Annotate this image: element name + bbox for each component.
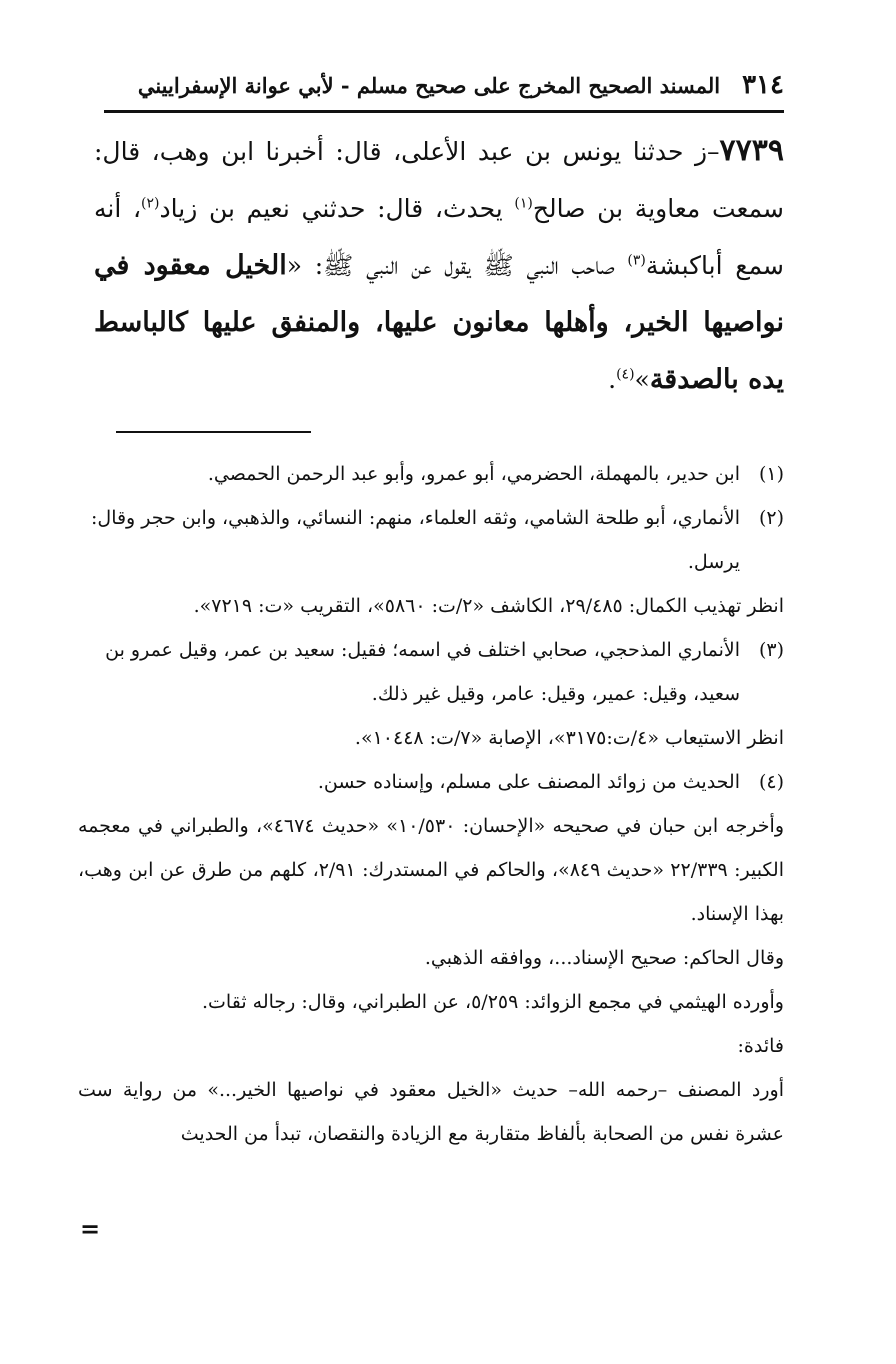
footnote-text: الأنماري المذحجي، صحابي اختلف في اسمه؛ فقيل: سعيد بن عمر، وقيل عمرو بن سعيد، وقيل: عمير، وقيل: عامر، وقيل غير ذلك. — [105, 639, 740, 705]
page-number: ٣١٤ — [742, 70, 784, 100]
hadith-isnad-part: يحدث، قال: حدثني نعيم بن زياد — [159, 194, 515, 223]
footnote-3 — [78, 628, 784, 716]
footnote-hakim-note: وقال الحاكم: صحيح الإسناد...، ووافقه الذهبي. — [424, 947, 784, 969]
running-header — [104, 62, 784, 108]
footnote-number: (١) — [758, 463, 784, 485]
faida-label: فائدة: — [737, 1035, 784, 1057]
footnote-1 — [78, 452, 784, 496]
hadith-isnad-part: ، أنه سمع أباكبشة — [94, 194, 784, 280]
hadith-isnad-part: –ز حدثنا يونس بن عبد الأعلى، قال: أخبرنا ابن وهب، قال: سمعت معاوية بن صالح — [94, 137, 784, 223]
closing-quote: » — [634, 365, 650, 394]
footnote-takhrij: وأخرجه ابن حبان في صحيحه «الإحسان: ١٠/٥٣٠» «حديث ٤٦٧٤»، والطبراني في معجمه الكبير: ٢٢/٣٣٩ «حديث ٨٤٩»، والحاكم في المستدرك: ٢/٩١، كلهم من طرق عن ابن وهب، بهذا الإسناد. — [78, 815, 784, 925]
footnote-reference-line: انظر الاستيعاب «٤/ت:٣١٧٥»، الإصابة «٧/ت: ١٠٤٤٨». — [354, 727, 784, 749]
footnote-reference-line: انظر تهذيب الكمال: ٢٩/٤٨٥، الكاشف «٢/ت: ٥٨٦٠»، التقريب «ت: ٧٢١٩». — [193, 595, 784, 617]
hadith-isnad-part: صاحب النبي ﷺ يقول عن النبي ﷺ: « — [286, 251, 628, 280]
footnote-separator — [116, 431, 311, 433]
faida-text: أورد المصنف –رحمه الله– حديث «الخيل معقود في نواصيها الخير...» من رواية ست عشرة نفس من الصحابة بألفاظ متقاربة مع الزيادة والنقصان، تبدأ من الحديث — [78, 1079, 784, 1145]
footnote-text: الحديث من زوائد المصنف على مسلم، وإسناده حسن. — [317, 771, 740, 793]
closing-period: . — [608, 365, 617, 394]
footnote-text: ابن حدير، بالمهملة، الحضرمي، أبو عمرو، وأبو عبد الرحمن الحمصي. — [207, 463, 740, 485]
footnotes — [78, 452, 784, 1156]
footnote-ref-2[interactable]: (٢) — [141, 195, 160, 212]
hadith-text — [94, 122, 784, 408]
header-rule — [104, 110, 784, 113]
continuation-mark: = — [80, 1214, 101, 1243]
footnote-ref-1[interactable]: (١) — [514, 195, 533, 212]
hadith-number: ٧٧٣٩ — [719, 133, 784, 168]
footnote-haythami-note: وأورده الهيثمي في مجمع الزوائد: ٥/٢٥٩، عن الطبراني، وقال: رجاله ثقات. — [202, 991, 784, 1013]
footnote-number: (٣) — [758, 639, 784, 661]
footnote-2 — [78, 496, 784, 584]
footnote-ref-3[interactable]: (٣) — [627, 252, 646, 269]
footnote-4 — [78, 760, 784, 804]
book-title: المسند الصحيح المخرج على صحيح مسلم - لأبي عوانة الإسفراييني — [137, 72, 721, 98]
footnote-ref-4[interactable]: (٤) — [616, 366, 635, 383]
footnote-number: (٤) — [758, 771, 784, 793]
footnote-number: (٢) — [758, 507, 784, 529]
footnote-text: الأنماري، أبو طلحة الشامي، وثقه العلماء، منهم: النسائي، والذهبي، وابن حجر وقال: يرسل. — [90, 507, 740, 573]
hadith-matn: الخيل معقود في نواصيها الخير، وأهلها معانون عليها، والمنفق عليها كالباسط يده بالصدقة — [94, 250, 784, 395]
